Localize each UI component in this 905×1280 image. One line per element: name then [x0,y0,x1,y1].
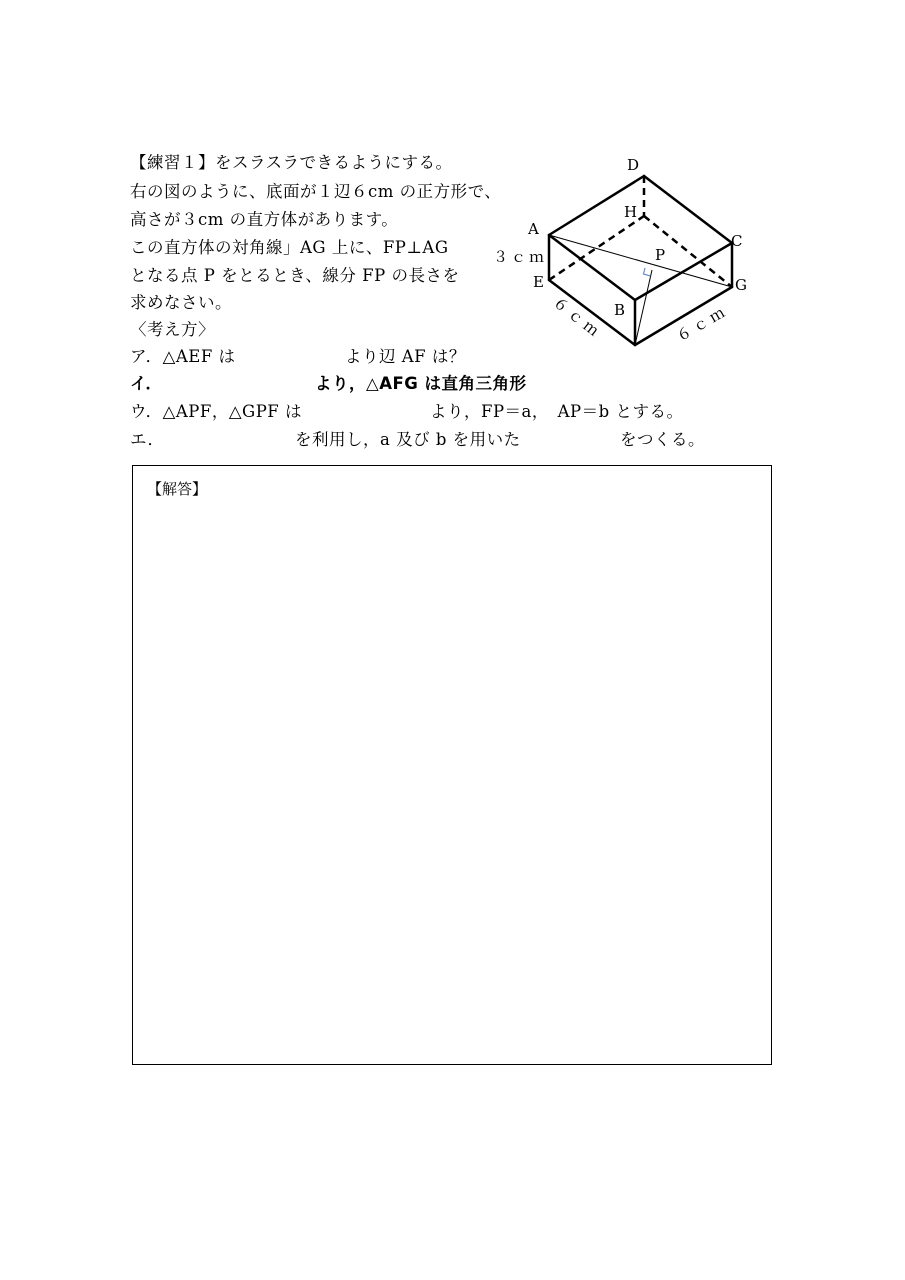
width-label: ６ｃｍ [673,301,732,346]
right-angle-mark [644,268,651,276]
cuboid-figure [480,150,760,360]
hint-u-suffix: より，FP＝a， AP＝b とする。 [430,402,684,421]
label-d: D [627,156,640,174]
problem-line-6: 求めなさい。 [130,293,232,312]
label-c: C [731,232,743,250]
hint-a-suffix: より辺 AF は？ [345,347,466,366]
answer-box[interactable] [132,465,772,1065]
label-b: B [614,301,626,319]
hint-u-prefix: ウ．△APF，△GPF は [130,402,303,421]
label-e: E [533,273,544,291]
hint-title: 〈考え方〉 [130,320,215,339]
label-a: A [528,220,539,238]
hint-e-prefix: エ． [130,430,165,449]
problem-line-4: この直方体の対角線」AG 上に、FP⊥AG [130,238,449,257]
hint-e-suffix: をつくる。 [620,430,705,449]
problem-line-1: 【練習１】をスラスラできるようにする。 [130,153,453,172]
hint-i-suffix: より，△AFG は直角三角形 [315,374,527,393]
problem-line-5: となる点 P をとるとき、線分 FP の長さを [130,266,460,285]
answer-label: 【解答】 [147,480,208,498]
label-p: P [655,246,666,264]
height-label: ３ｃｍ [493,248,548,266]
depth-label: ６ｃｍ [549,292,606,343]
hint-a-prefix: ア．△AEF は [130,347,236,366]
label-h: H [624,203,638,221]
hint-i-prefix: イ． [130,374,163,393]
problem-line-2: 右の図のように、底面が１辺６cm の正方形で、 [130,182,502,201]
hint-e-middle: を利用し，a 及び b を用いた [295,430,521,449]
label-g: G [735,276,747,294]
problem-line-3: 高さが３cm の直方体があります。 [130,210,399,229]
